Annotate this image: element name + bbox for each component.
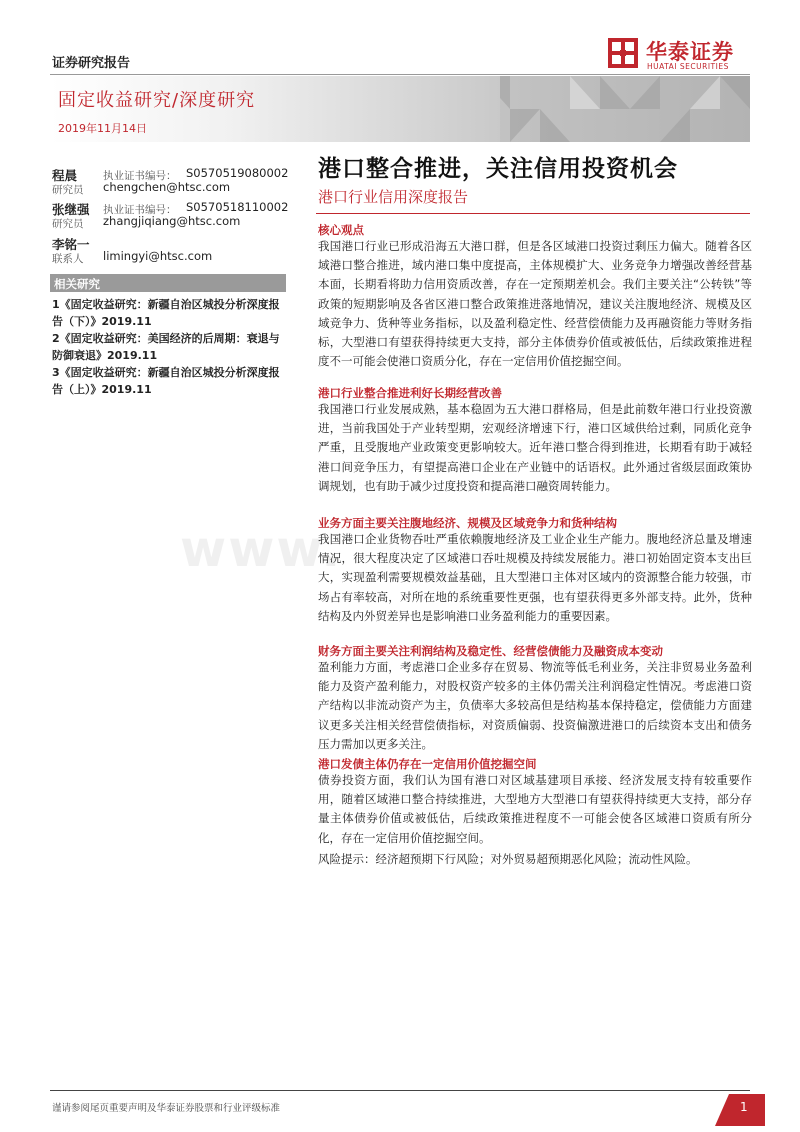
analyst-email[interactable]: chengchen@htsc.com (103, 180, 231, 194)
report-type-label: 证券研究报告 (52, 56, 131, 71)
related-research-item[interactable]: 1《固定收益研究：新疆自治区城投分析深度报告（下）》2019.11 (52, 298, 280, 328)
section-heading: 财务方面主要关注利润结构及稳定性、经营偿债能力及融资成本变动 (318, 644, 663, 658)
logo-text-en: HUATAI SECURITIES (647, 62, 729, 71)
section-heading: 核心观点 (318, 223, 364, 237)
section-body: 我国港口行业发展成熟，基本稳固为五大港口群格局，但是此前数年港口行业投资激进，当前我国处于产业转型期，宏观经济增速下行，港口区域供给过剩，同质化竞争严重，且受腹地产业政策变更影响较大。近年港口整合得到推进，长期看有助于减轻港口间竞争压力，有望提高港口企业在产业链中的话语权。此外通过省级层面政策协调规划，也有助于减少过度投资和提高港口融资周转能力。 (318, 402, 752, 493)
analyst-cert-label: 执业证书编号： (103, 170, 177, 182)
logo-text-cn: 华泰证券 (646, 40, 734, 64)
related-research-title: 相关研究 (54, 277, 100, 291)
page-number: 1 (740, 1100, 748, 1114)
footer-disclaimer: 谨请参阅尾页重要声明及华泰证券股票和行业评级标准 (52, 1103, 281, 1114)
title-divider (316, 213, 750, 214)
section-body: 盈利能力方面，考虑港口企业多存在贸易、物流等低毛利业务，关注非贸易业务盈利能力及资产盈利能力，对股权资产较多的主体仍需关注利润稳定性情况。考虑港口资产结构以非流动资产为主，负债率大多较高但是结构基本保持稳定，偿债能力方面建议更多关注相关经营偿债指标，对资质偏弱、投资偏激进港口的后续资本支出和债务压力需加以更多关注。 (318, 660, 752, 751)
analyst-name: 程晨 (52, 168, 78, 183)
analyst-email[interactable]: limingyi@htsc.com (103, 249, 213, 263)
header-divider (50, 74, 750, 75)
section-heading: 港口行业整合推进利好长期经营改善 (318, 386, 502, 400)
analyst-cert-label: 执业证书编号： (103, 204, 177, 216)
analyst-cert: S0570519080002 (186, 166, 289, 180)
section-body: 债券投资方面，我们认为国有港口对区域基建项目承接、经济发展支持有较重要作用，随着区域港口整合持续推进，大型地方大型港口有望获得持续更大支持，部分存量主体债券价值或被低估，后续政策推进程度不一可能会使各区域港口资质有所分化，存在一定信用价值挖掘空间。 (318, 773, 752, 845)
report-date: 2019年11月14日 (58, 122, 147, 135)
report-subtitle: 港口行业信用深度报告 (318, 188, 469, 206)
analyst-role: 联系人 (52, 253, 84, 265)
section-heading: 港口发债主体仍存在一定信用价值挖掘空间 (318, 757, 537, 771)
analyst-role: 研究员 (52, 184, 84, 196)
related-research-item[interactable]: 2《固定收益研究：美国经济的后周期：衰退与防御衰退》2019.11 (52, 332, 280, 362)
related-research-item[interactable]: 3《固定收益研究：新疆自治区城投分析深度报告（上）》2019.11 (52, 366, 280, 396)
banner-title: 固定收益研究/深度研究 (58, 90, 256, 111)
huatai-logo-icon (608, 38, 638, 68)
section-body: 我国港口企业货物吞吐严重依赖腹地经济及工业企业生产能力。腹地经济总量及增速情况，很大程度决定了区域港口吞吐规模及持续发展能力。港口初始固定资本支出巨大，实现盈利需要规模效益基础，且大型港口主体对区域内的资源整合能力较强，市场占有率较高，对所在地的系统重要性更强，也有望获得更多外部支持。此外，货种结构及内外贸差异也是影响港口业务盈利能力的重要因素。 (318, 532, 752, 623)
section-heading: 业务方面主要关注腹地经济、规模及区域竞争力和货种结构 (318, 516, 617, 530)
analyst-name: 张继强 (52, 202, 90, 217)
section-body: 我国港口行业已形成沿海五大港口群，但是各区域港口投资过剩压力偏大。随着各区域港口整合推进，域内港口集中度提高，主体规模扩大、业务竞争力增强改善经营基本面，长期看将助力信用资质改善，存在一定预期差机会。我们主要关注“公转铁”等政策的短期影响及各省区港口整合政策推进落地情况，建议关注腹地经济、规模及区域竞争力、货种等业务指标，以及盈利稳定性、经营偿债能力及再融资能力等财务指标，大型港口有望获得持续更大支持，部分主体债券价值或被低估，后续政策推进程度不一可能会使港口资质分化，存在一定信用价值挖掘空间。 (318, 239, 752, 369)
analyst-cert: S0570518110002 (186, 200, 289, 214)
analyst-email[interactable]: zhangjiqiang@htsc.com (103, 214, 241, 228)
report-title: 港口整合推进，关注信用投资机会 (318, 156, 678, 182)
analyst-name: 李铭一 (52, 237, 90, 252)
footer-divider (50, 1090, 750, 1091)
watermark: www. (180, 520, 343, 578)
analyst-role: 研究员 (52, 218, 84, 230)
risk-warning: 风险提示：经济超预期下行风险；对外贸易超预期恶化风险；流动性风险。 (318, 852, 698, 866)
